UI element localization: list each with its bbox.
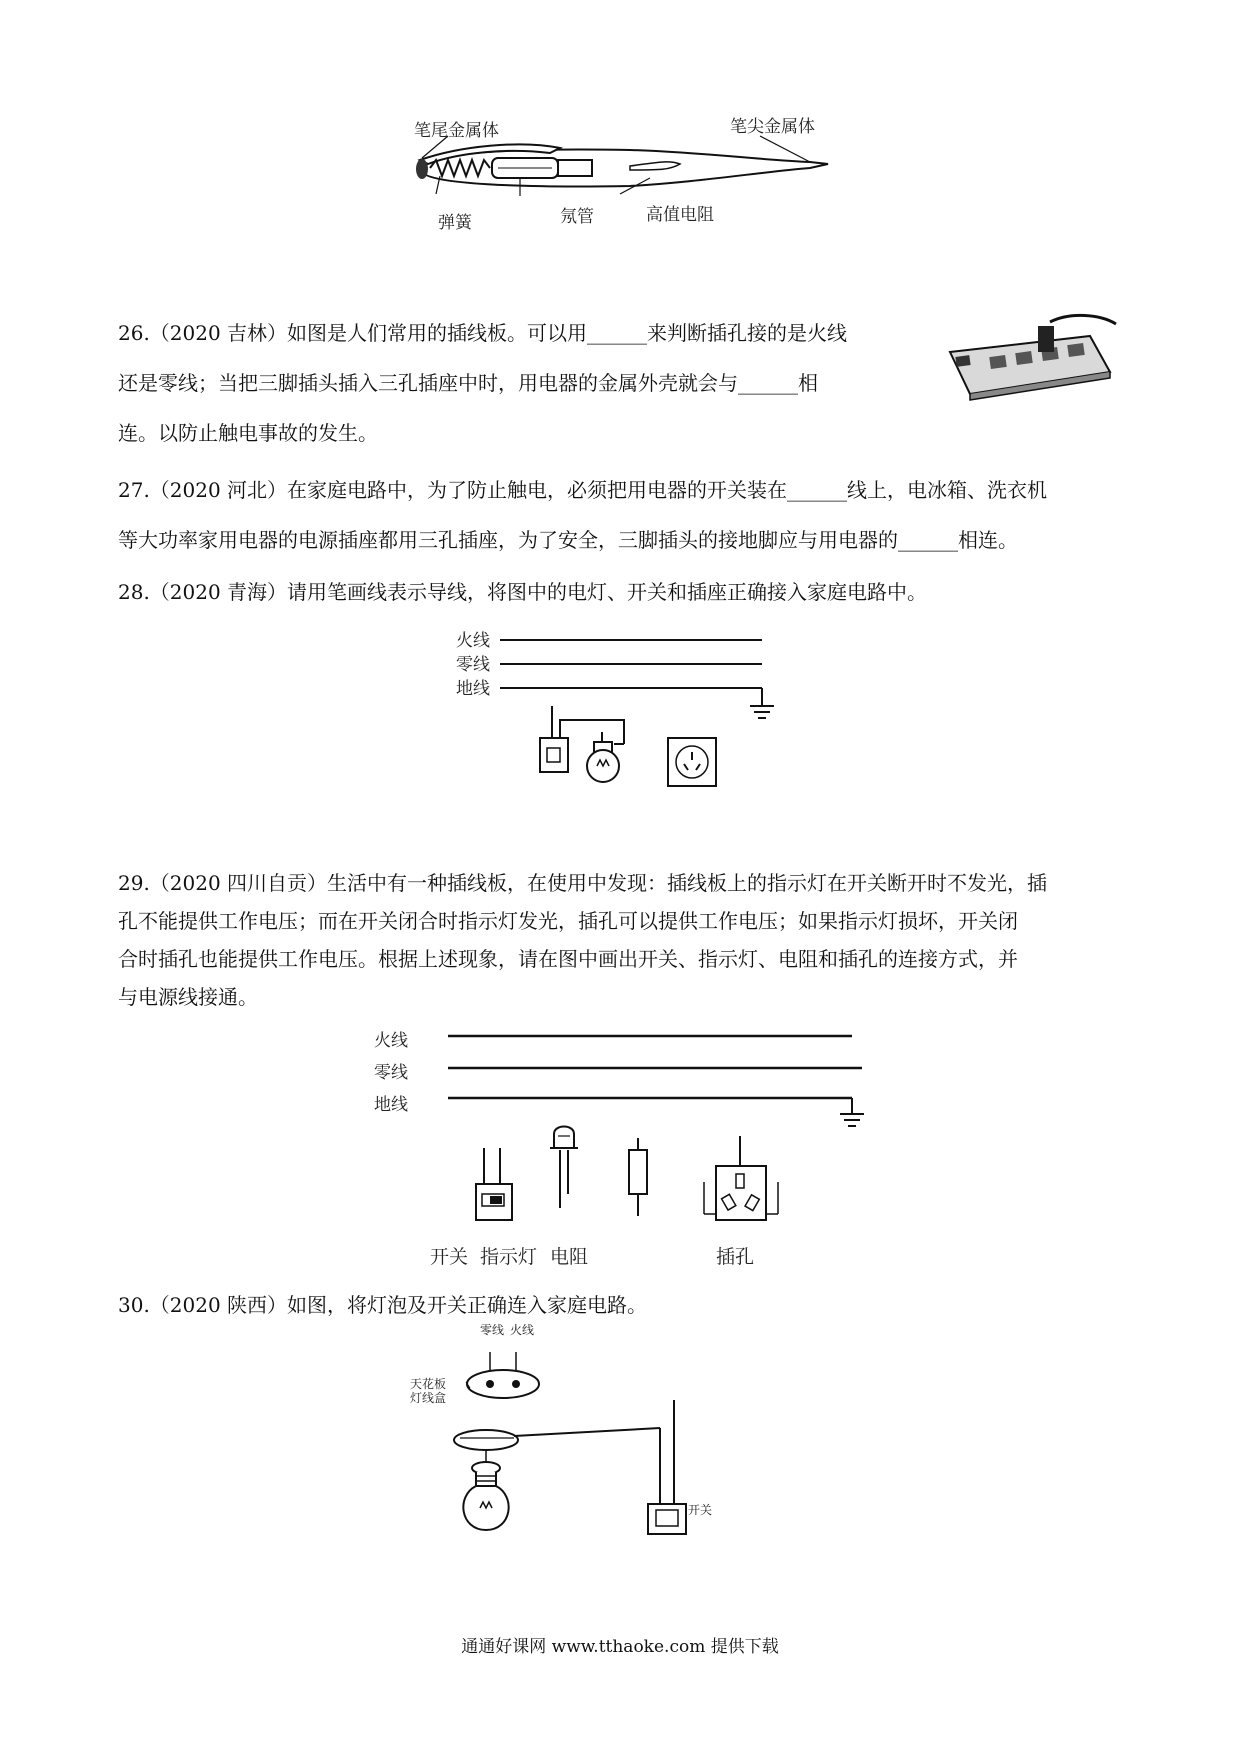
q28-circuit-figure: [456, 626, 786, 786]
power-strip-image: [940, 312, 1120, 402]
q26-line-1: 26.（2020 吉林）如图是人们常用的插线板。可以用______来判断插孔接的是火线: [118, 321, 848, 345]
q30-circuit-drawing: [410, 1324, 730, 1544]
q30-ceiling-label-2: 灯线盒: [410, 1391, 447, 1405]
q29-switch-label: 开关: [430, 1246, 469, 1268]
q28-line-1: 28.（2020 青海）请用笔画线表示导线，将图中的电灯、开关和插座正确接入家庭电路中。: [118, 580, 928, 604]
label-tail-metal: 笔尾金属体: [414, 121, 499, 141]
page-footer: [0, 1632, 1240, 1657]
question-27: [118, 471, 1128, 559]
q26-line-3: 连。以防止触电事故的发生。: [118, 421, 378, 445]
q29-resistor-label: 电阻: [550, 1246, 589, 1268]
q29-line-3: 合时插孔也能提供工作电压。根据上述现象，请在图中画出开关、指示灯、电阻和插孔的连接方式，并: [118, 947, 1018, 971]
question-26: [118, 314, 918, 452]
q30-line-1: 30.（2020 陕西）如图，将灯泡及开关正确连入家庭电路。: [118, 1293, 648, 1317]
q30-live-label: 火线: [510, 1323, 535, 1337]
q29-circuit-figure: [374, 1018, 874, 1288]
q30-ceiling-label-1: 天花板: [410, 1377, 447, 1391]
label-tip-metal: 笔尖金属体: [730, 117, 815, 137]
q28-live-label: 火线: [456, 631, 490, 651]
q27-line-2: 等大功率家用电器的电源插座都用三孔插座，为了安全，三脚插头的接地脚应与用电器的______相连。: [118, 528, 1018, 552]
question-30: [118, 1286, 1128, 1324]
power-strip-drawing: [940, 312, 1120, 402]
q28-circuit-drawing: [456, 626, 786, 786]
q30-switch-label: 开关: [688, 1503, 713, 1517]
question-29: [118, 864, 1128, 1016]
q30-circuit-figure: [410, 1324, 730, 1544]
label-spring: 弹簧: [438, 213, 472, 233]
q29-line-2: 孔不能提供工作电压；而在开关闭合时指示灯发光，插孔可以提供工作电压；如果指示灯损坏，开关闭: [118, 909, 1018, 933]
label-resistor: 高值电阻: [646, 205, 714, 225]
question-28: [118, 573, 1128, 611]
q29-indicator-label: 指示灯: [480, 1246, 538, 1268]
q27-line-1: 27.（2020 河北）在家庭电路中，为了防止触电，必须把用电器的开关装在______线上，电冰箱、洗衣机: [118, 478, 1048, 502]
q30-neutral-label: 零线: [480, 1323, 505, 1337]
q28-ground-label: 地线: [456, 679, 490, 699]
label-neon: 氖管: [560, 207, 594, 227]
q28-neutral-label: 零线: [456, 655, 490, 675]
q29-neutral-label: 零线: [374, 1063, 408, 1083]
q26-line-2: 还是零线；当把三脚插头插入三孔插座中时，用电器的金属外壳就会与______相: [118, 371, 818, 395]
q29-line-4: 与电源线接通。: [118, 985, 258, 1009]
q29-live-label: 火线: [374, 1031, 408, 1051]
test-pen-figure: [400, 117, 840, 233]
q29-socket-label: 插孔: [716, 1246, 755, 1268]
footer-text: 通通好课网 www.tthaoke.com 提供下载: [461, 1637, 779, 1657]
q29-line-1: 29.（2020 四川自贡）生活中有一种插线板，在使用中发现：插线板上的指示灯在开关断开时不发光，插: [118, 871, 1048, 895]
q29-ground-label: 地线: [374, 1095, 408, 1115]
